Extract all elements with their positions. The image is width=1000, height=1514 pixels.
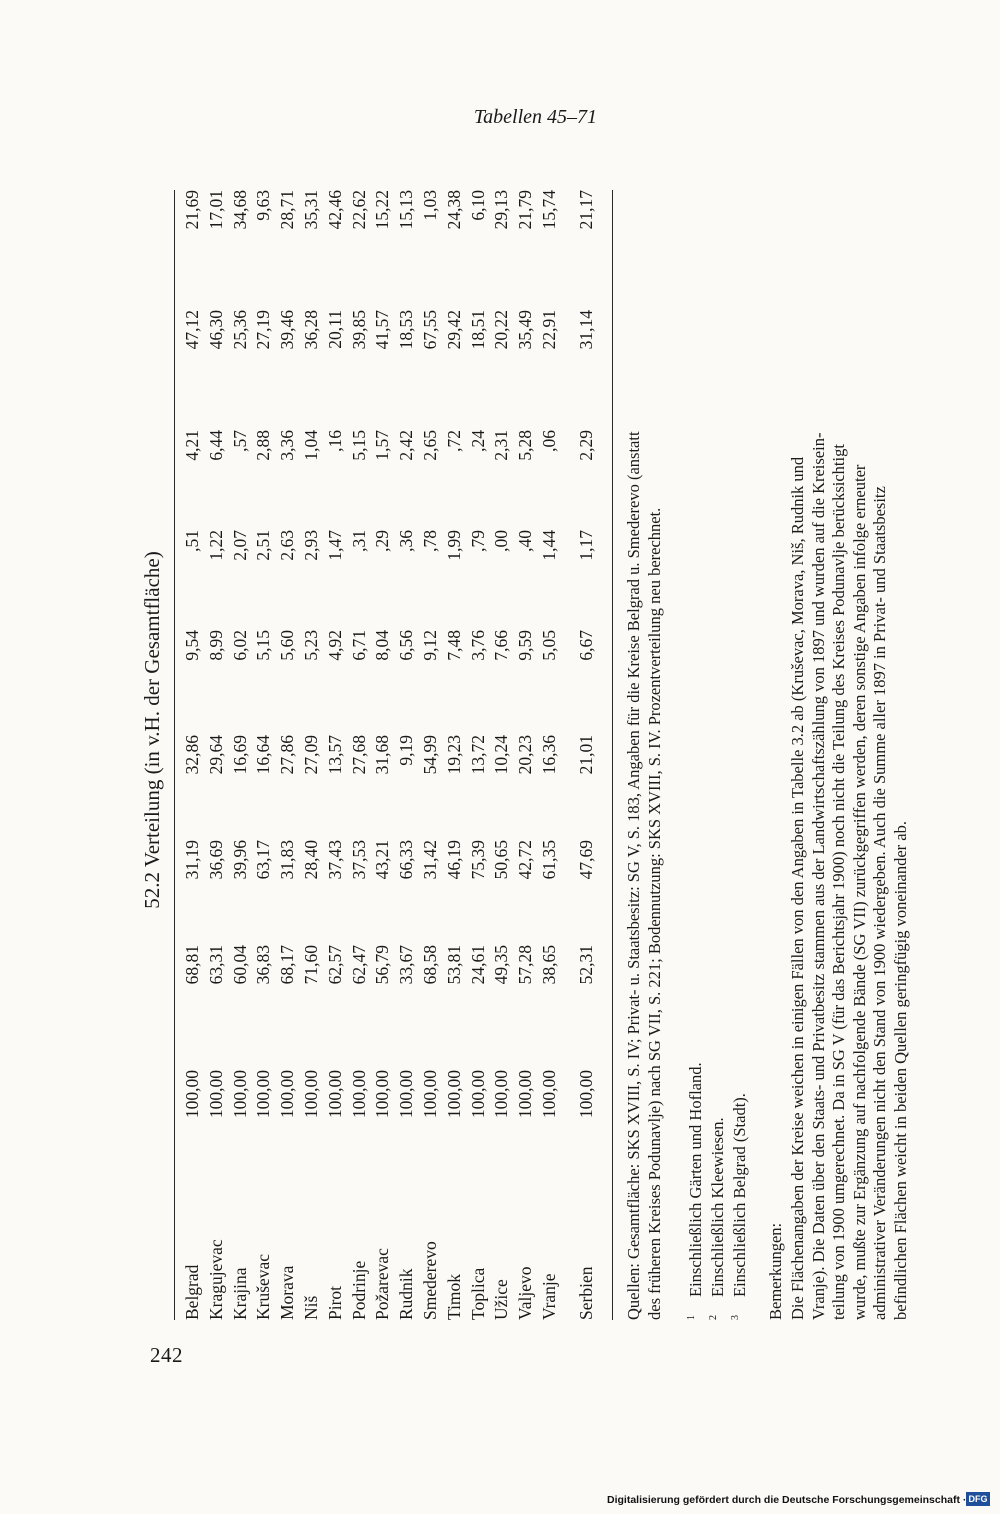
row-label: Kragujevac <box>205 1239 226 1320</box>
table-cell: 42,72 <box>515 840 536 880</box>
table-cell: ,16 <box>324 430 345 452</box>
table-cell: 19,23 <box>443 735 464 775</box>
table-cell: 29,13 <box>491 190 512 230</box>
table-cell: 36,83 <box>253 945 274 985</box>
table-cell: ,29 <box>372 530 393 552</box>
table-cell: 5,05 <box>539 630 559 661</box>
table-cell: 9,63 <box>253 190 274 221</box>
table-cell: 62,47 <box>348 945 369 985</box>
table-row <box>325 190 349 1320</box>
table-row <box>349 190 373 1320</box>
table-cell: 4,21 <box>182 430 202 461</box>
remarks-line: befindlichen Flächen weicht in beiden Quellen geringfügig voneinander ab. <box>890 821 910 1320</box>
table-cell: 100,00 <box>277 1070 298 1119</box>
table-cell: 10,24 <box>491 735 512 775</box>
table-row <box>396 190 420 1320</box>
table-cell: 3,36 <box>277 430 298 461</box>
sources-note <box>624 190 665 1320</box>
row-label: Belgrad <box>182 1264 202 1320</box>
row-label: Niš <box>301 1295 321 1320</box>
table-row <box>444 190 468 1320</box>
table-cell: 53,81 <box>443 945 464 985</box>
table-cell: 6,44 <box>205 430 226 461</box>
rotated-table-block <box>140 140 960 1320</box>
table-cell: ,51 <box>182 530 202 552</box>
table-cell: 27,19 <box>253 310 274 350</box>
table-cell: 46,30 <box>205 310 226 350</box>
table-cell: 36,28 <box>301 310 321 350</box>
table-cell: 52,31 <box>576 945 596 985</box>
table-row <box>182 190 206 1320</box>
table-cell: ,40 <box>515 530 536 552</box>
table-cell: 16,36 <box>539 735 559 775</box>
footnote <box>708 1117 728 1320</box>
page-number: 242 <box>150 1343 183 1367</box>
table-cell: 38,65 <box>539 945 559 985</box>
table-cell: 21,69 <box>182 190 202 230</box>
table-cell: 41,57 <box>372 310 393 350</box>
table-cell: 1,47 <box>324 530 345 561</box>
table-cell: 28,40 <box>301 840 321 880</box>
table-row <box>277 190 301 1320</box>
table-cell: ,57 <box>229 430 250 452</box>
table-cell: 6,67 <box>576 630 596 661</box>
table-cell: ,00 <box>491 530 512 552</box>
table-cell: 9,54 <box>182 630 202 661</box>
table-top-rule <box>174 190 175 1320</box>
table-cell: 20,11 <box>324 310 345 349</box>
table-cell: 100,00 <box>301 1070 321 1119</box>
table-cell: 24,61 <box>467 945 488 985</box>
table-cell: 47,69 <box>576 840 596 880</box>
table-cell: 100,00 <box>576 1070 596 1119</box>
table-cell: 13,57 <box>324 735 345 775</box>
remarks-line: Vranje). Die Daten über den Staats- und Privatbesitz stammen aus der Landwirtschaftszählung von 1897 und wurden auf die Kreisein- <box>808 432 828 1320</box>
table-cell: 32,86 <box>182 735 202 775</box>
table-cell: 100,00 <box>396 1070 417 1119</box>
table-cell: 31,14 <box>576 310 596 350</box>
table-cell: 27,86 <box>277 735 298 775</box>
table-cell: 68,81 <box>182 945 202 985</box>
table-cell: 27,09 <box>301 735 321 775</box>
table-cell: 18,51 <box>467 310 488 350</box>
table-cell: 46,19 <box>443 840 464 880</box>
table-cell: 31,19 <box>182 840 202 880</box>
dfg-logo: DFG <box>966 1492 990 1506</box>
table-cell: ,36 <box>396 530 417 552</box>
table-cell: 4,92 <box>324 630 345 661</box>
table-cell: 34,68 <box>229 190 250 230</box>
row-label: Timok <box>443 1273 464 1320</box>
table-cell: 42,46 <box>324 190 345 230</box>
row-label: Užice <box>491 1279 512 1320</box>
row-label: Rudnik <box>396 1268 417 1320</box>
table-cell: 16,64 <box>253 735 274 775</box>
table-cell: ,72 <box>443 430 464 452</box>
table-cell: 1,04 <box>301 430 321 461</box>
table-cell: 20,23 <box>515 735 536 775</box>
table-cell: 1,99 <box>443 530 464 561</box>
table-cell: 62,57 <box>324 945 345 985</box>
remarks-line: wurde, mußte zur Ergänzung auf nachfolgende Bände (SG VII) zurückgegriffen werden, deren sonstige Angaben infolge erneuter <box>849 464 869 1320</box>
table-cell: 8,99 <box>205 630 226 661</box>
table-cell: 5,15 <box>348 430 369 461</box>
table-cell: 5,28 <box>515 430 536 461</box>
table-cell: 100,00 <box>515 1070 536 1119</box>
table-cell: 31,83 <box>277 840 298 880</box>
table-row <box>301 190 325 1320</box>
table-cell: 36,69 <box>205 840 226 880</box>
table-cell: 100,00 <box>229 1070 250 1119</box>
table-cell: 67,55 <box>420 310 440 350</box>
table-cell: 2,93 <box>301 530 321 561</box>
footnote-text: Einschließlich Belgrad (Stadt). <box>730 1093 749 1297</box>
row-label: Pirot <box>324 1285 345 1320</box>
table-row <box>515 190 539 1320</box>
table-cell: 22,91 <box>539 310 559 350</box>
table-cell: 31,68 <box>372 735 393 775</box>
table-cell: 100,00 <box>420 1070 440 1119</box>
table-cell: 68,58 <box>420 945 440 985</box>
table-row <box>491 190 515 1320</box>
table-cell: 20,22 <box>491 310 512 350</box>
table-cell: 18,53 <box>396 310 417 350</box>
table-row <box>230 190 254 1320</box>
table-cell: 100,00 <box>205 1070 226 1119</box>
table-cell: 28,71 <box>277 190 298 230</box>
table-cell: 15,74 <box>539 190 559 230</box>
table-cell: 22,62 <box>348 190 369 230</box>
table-cell: 75,39 <box>467 840 488 880</box>
table-cell: 9,59 <box>515 630 536 661</box>
row-label: Podrinje <box>348 1260 369 1320</box>
table-cell: 54,99 <box>420 735 440 775</box>
table-cell: 2,31 <box>491 430 512 461</box>
row-label: Krajina <box>229 1267 250 1320</box>
footnote-text: Einschließlich Kleewiesen. <box>708 1117 727 1297</box>
table-cell: 17,01 <box>205 190 226 230</box>
table-row <box>372 190 396 1320</box>
table-row <box>420 190 444 1320</box>
table-cell: 63,17 <box>253 840 274 880</box>
table-cell: 6,71 <box>348 630 369 661</box>
table-cell: 39,96 <box>229 840 250 880</box>
table-cell: 33,67 <box>396 945 417 985</box>
table-cell: 7,66 <box>491 630 512 661</box>
running-head: Tabellen 45–71 <box>473 106 597 128</box>
table-cell: 16,69 <box>229 735 250 775</box>
table-row <box>253 190 277 1320</box>
table-cell: 3,76 <box>467 630 488 661</box>
remarks-line: Die Flächenangaben der Kreise weichen in einigen Fällen von den Angaben in Tabelle 3.2 ab (Kruševac, Morava, Niš, Rudnik und <box>788 456 807 1320</box>
footnote-mark: 3 <box>730 1315 741 1320</box>
table-cell: 2,88 <box>253 430 274 461</box>
remarks-heading: Bemerkungen: <box>766 1222 785 1320</box>
table-cell: 60,04 <box>229 945 250 985</box>
table-cell: 21,17 <box>576 190 596 230</box>
table-cell: 2,29 <box>576 430 596 461</box>
remarks-text <box>788 190 911 1320</box>
table-cell: 100,00 <box>372 1070 393 1119</box>
table-cell: 49,35 <box>491 945 512 985</box>
table-cell: ,06 <box>539 430 559 452</box>
row-label: Kruševac <box>253 1253 274 1320</box>
table-cell: 100,00 <box>443 1070 464 1119</box>
table-cell: 56,79 <box>372 945 393 985</box>
footnote-text: Einschließlich Gärten und Hofland. <box>686 1062 705 1297</box>
table-cell: 57,28 <box>515 945 536 985</box>
footnote <box>686 1062 706 1320</box>
table-row <box>206 190 230 1320</box>
table-cell: 71,60 <box>301 945 321 985</box>
table-cell: 100,00 <box>539 1070 559 1119</box>
table-cell: 100,00 <box>467 1070 488 1119</box>
table-cell: 1,44 <box>539 530 559 561</box>
table-cell: 6,10 <box>467 190 488 221</box>
table-cell: 9,12 <box>420 630 440 661</box>
table-cell: 35,31 <box>301 190 321 230</box>
footnote <box>730 1093 750 1320</box>
table-cell: 21,79 <box>515 190 536 230</box>
footnote-mark: 1 <box>686 1315 697 1320</box>
table-cell: 8,04 <box>372 630 393 661</box>
table-cell: 39,46 <box>277 310 298 350</box>
table-cell: 100,00 <box>182 1070 202 1119</box>
table-cell: 29,64 <box>205 735 226 775</box>
row-label: Valjevo <box>515 1266 536 1320</box>
table-cell: 31,42 <box>420 840 440 880</box>
table-cell: ,24 <box>467 430 488 452</box>
table-cell: 50,65 <box>491 840 512 880</box>
table-cell: ,78 <box>420 530 440 552</box>
table-cell: 37,53 <box>348 840 369 880</box>
table-cell: 2,07 <box>229 530 250 561</box>
table-cell: 25,36 <box>229 310 250 350</box>
table-cell: ,79 <box>467 530 488 552</box>
table-cell: 61,35 <box>539 840 559 880</box>
table-cell: 2,42 <box>396 430 417 461</box>
table-cell: ,31 <box>348 530 369 552</box>
row-label: Toplica <box>467 1267 488 1320</box>
table-cell: 100,00 <box>324 1070 345 1119</box>
table-cell: 2,63 <box>277 530 298 561</box>
table-cell: 47,12 <box>182 310 202 350</box>
table-row <box>539 190 563 1320</box>
table-cell: 24,38 <box>443 190 464 230</box>
table-cell: 39,85 <box>348 310 369 350</box>
sources-line: des früheren Kreises Podunavlje) nach SG VII, S. 221; Bodennutzung: SKS XVIII, S. IV. Prozentverteilung neu berechnet. <box>644 507 664 1320</box>
table-cell: 1,57 <box>372 430 393 461</box>
table-cell: 15,22 <box>372 190 393 230</box>
table-cell: 1,22 <box>205 530 226 561</box>
row-label: Morava <box>277 1265 298 1320</box>
table-cell: 5,23 <box>301 630 321 661</box>
remarks-line: teilung von 1900 umgerechnet. Da in SG V (für das Berichtsjahr 1900) noch nicht die Teilung des Kreises Podunavlje berücksichtigt <box>829 444 848 1320</box>
row-label: Vranje <box>539 1273 559 1320</box>
table-cell: 1,03 <box>420 190 440 221</box>
row-label: Smederevo <box>420 1241 440 1320</box>
table-cell: 5,15 <box>253 630 274 661</box>
row-label: Serbien <box>576 1266 596 1320</box>
table-cell: 37,43 <box>324 840 345 880</box>
table-cell: 5,60 <box>277 630 298 661</box>
table-cell: 29,42 <box>443 310 464 350</box>
row-label: Požarevac <box>372 1248 393 1320</box>
sources-line: Quellen: Gesamtfläche: SKS XVIII, S. IV; Privat- u. Staatsbesitz: SG V, S. 183, Angaben für die Kreise Belgrad u. Smederevo (anstatt <box>624 431 643 1320</box>
table-cell: 35,49 <box>515 310 536 350</box>
table-cell: 66,33 <box>396 840 417 880</box>
table-row <box>468 190 492 1320</box>
digitization-footer: Digitalisierung gefördert durch die Deutsche Forschungsgemeinschaft · <box>607 1494 967 1506</box>
table-cell: 6,56 <box>396 630 417 661</box>
table-caption: 52.2 Verteilung (in v.H. der Gesamtfläche) <box>140 551 164 909</box>
table-cell: 100,00 <box>491 1070 512 1119</box>
table-cell: 13,72 <box>467 735 488 775</box>
table-cell: 100,00 <box>348 1070 369 1119</box>
table-cell: 63,31 <box>205 945 226 985</box>
remarks-line: administrativer Veränderungen nicht den Stand von 1900 wiedergeben. Auch die Summe aller 1897 in Privat- und Staatsbesitz <box>870 486 889 1320</box>
table-cell: 27,68 <box>348 735 369 775</box>
table-cell: 21,01 <box>576 735 596 775</box>
table-bottom-rule <box>612 190 613 1320</box>
table-cell: 43,21 <box>372 840 393 880</box>
table-cell: 1,17 <box>576 530 596 561</box>
table-cell: 2,51 <box>253 530 274 561</box>
table-cell: 15,13 <box>396 190 417 230</box>
table-cell: 100,00 <box>253 1070 274 1119</box>
table-cell: 2,65 <box>420 430 440 461</box>
table-cell: 68,17 <box>277 945 298 985</box>
footnote-mark: 2 <box>708 1315 719 1320</box>
table-cell: 7,48 <box>443 630 464 661</box>
table-cell: 6,02 <box>229 630 250 661</box>
total-row <box>576 190 600 1320</box>
table-cell: 9,19 <box>396 735 417 766</box>
